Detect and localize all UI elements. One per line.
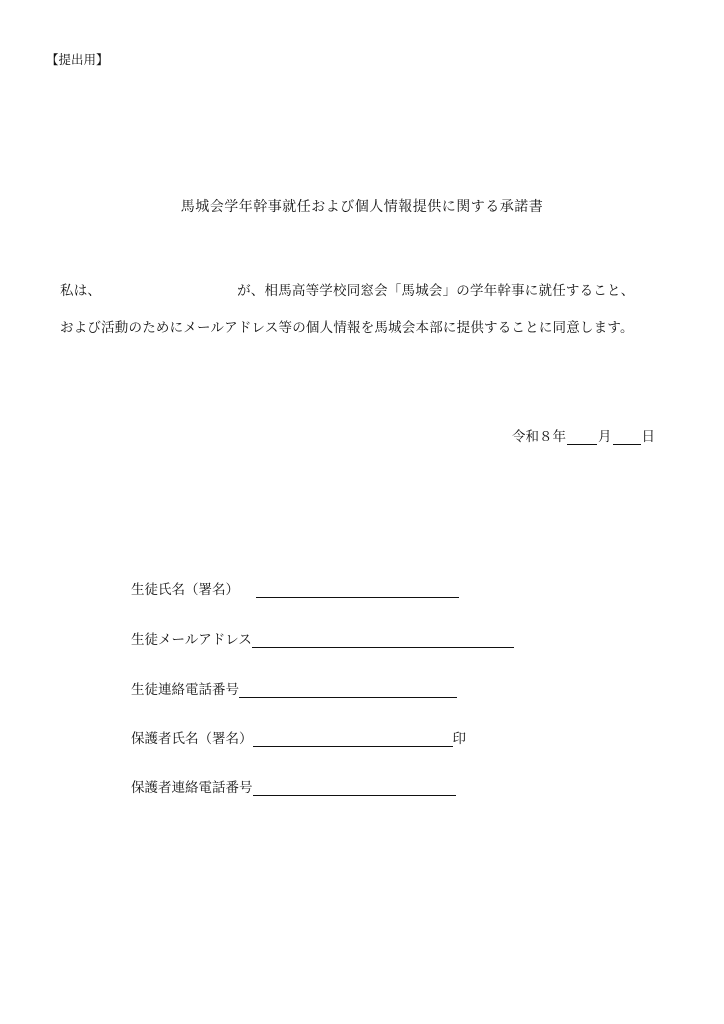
student-email-label: 生徒メールアドレス: [131, 632, 252, 648]
student-name-blank[interactable]: [256, 583, 459, 598]
student-email-field: [131, 628, 514, 648]
consent-line-1: [60, 279, 634, 299]
date-row: [512, 425, 655, 445]
student-phone-label: 生徒連絡電話番号: [131, 682, 239, 698]
student-phone-field: [131, 678, 457, 698]
submission-tag: 【提出用】: [46, 52, 109, 67]
student-phone-blank[interactable]: [239, 683, 457, 698]
consent-suffix: が、相馬高等学校同窓会「馬城会」の学年幹事に就任すること、: [237, 283, 635, 299]
consent-prefix: 私は、: [60, 283, 102, 299]
day-label: 日: [641, 429, 655, 445]
guardian-name-field: [131, 727, 466, 747]
seal-label: 印: [452, 731, 466, 747]
student-email-blank[interactable]: [252, 633, 514, 648]
guardian-phone-blank[interactable]: [253, 781, 456, 796]
student-name-field: [131, 578, 459, 598]
guardian-name-blank[interactable]: [253, 732, 453, 747]
document-title: 馬城会学年幹事就任および個人情報提供に関する承諾書: [180, 199, 544, 215]
consent-line-2: および活動のためにメールアドレス等の個人情報を馬城会本部に提供することに同意します。: [60, 320, 634, 336]
day-blank[interactable]: [613, 430, 641, 445]
guardian-name-label: 保護者氏名（署名）: [131, 731, 253, 747]
era-year: 令和８年: [512, 429, 566, 445]
guardian-phone-label: 保護者連絡電話番号: [131, 780, 253, 796]
student-name-label: 生徒氏名（署名）: [131, 582, 239, 598]
month-label: 月: [598, 429, 612, 445]
month-blank[interactable]: [567, 430, 597, 445]
guardian-phone-field: [131, 776, 456, 796]
